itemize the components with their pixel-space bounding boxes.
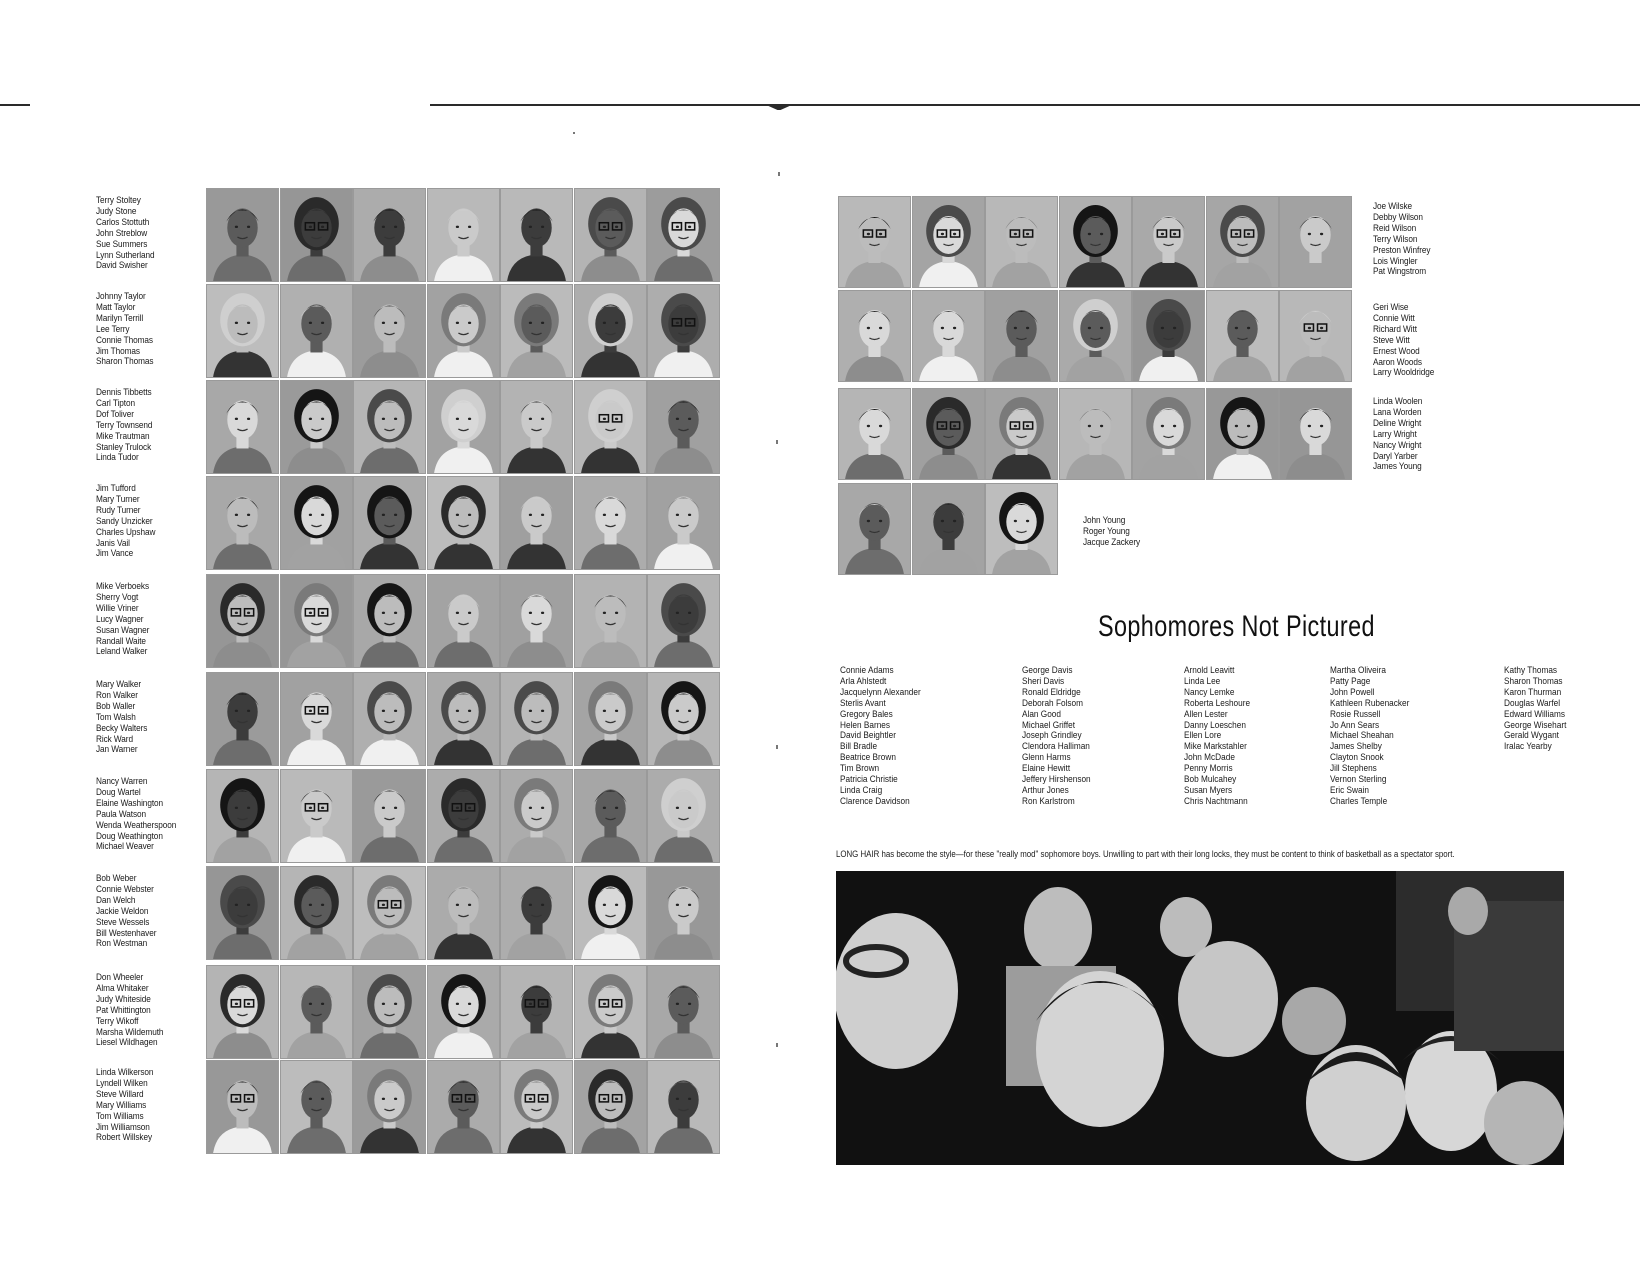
student-name: Bob Weber <box>96 873 137 884</box>
student-name: Joe Wilske <box>1373 201 1413 212</box>
student-portrait <box>427 672 500 766</box>
student-name: Terry Stoltey <box>96 195 141 206</box>
student-name: Pat Wingstrom <box>1373 266 1426 278</box>
not-pictured-name: Chris Nachtmann <box>1184 795 1248 807</box>
not-pictured-name: Clarence Davidson <box>840 795 910 807</box>
student-portrait <box>1206 196 1279 288</box>
name-list <box>1083 516 1140 549</box>
student-name: Sherry Vogt <box>96 591 139 603</box>
student-portrait <box>647 284 720 378</box>
student-name: Daryl Yarber <box>1373 450 1418 462</box>
student-portrait <box>353 769 426 863</box>
student-portrait <box>647 1060 720 1154</box>
scan-speck <box>776 440 778 444</box>
student-name: Susan Wagner <box>96 624 150 636</box>
not-pictured-heading: Sophomores Not Pictured <box>1098 610 1375 643</box>
not-pictured-name: Ronald Eldridge <box>1022 686 1081 698</box>
student-portrait <box>353 672 426 766</box>
student-name: James Young <box>1373 461 1422 473</box>
student-name: Rick Ward <box>96 733 133 745</box>
student-portrait <box>912 388 985 480</box>
student-name: Sandy Unzicker <box>96 515 153 527</box>
student-portrait <box>647 965 720 1059</box>
student-name: Lucy Wagner <box>96 613 144 625</box>
not-pictured-name: Nancy Lemke <box>1184 686 1235 698</box>
student-name: Stanley Trulock <box>96 441 152 453</box>
student-name: Sharon Thomas <box>96 356 154 368</box>
student-name: Nancy Warren <box>96 776 148 787</box>
not-pictured-name: Connie Adams <box>840 665 894 676</box>
student-name: Lynn Sutherland <box>96 249 155 261</box>
student-name: Pat Whittington <box>96 1004 151 1016</box>
not-pictured-name: Susan Myers <box>1184 784 1233 796</box>
student-name: Aaron Woods <box>1373 356 1422 368</box>
student-portrait <box>838 290 911 382</box>
student-name: Wenda Weatherspoon <box>96 819 177 831</box>
name-list <box>96 292 153 368</box>
not-pictured-name: Martha Oliveira <box>1330 665 1386 676</box>
student-name: Johnny Taylor <box>96 291 146 302</box>
student-name: David Swisher <box>96 260 148 272</box>
student-name: Steve Willard <box>96 1088 144 1100</box>
student-portrait <box>206 574 279 668</box>
scan-speck <box>778 172 780 176</box>
student-name: Doug Weathington <box>96 830 163 842</box>
student-portrait <box>500 476 573 570</box>
student-name: Dennis Tibbetts <box>96 387 152 398</box>
not-pictured-name: Clayton Snook <box>1330 752 1384 764</box>
student-name: Jim Tufford <box>96 483 136 494</box>
student-name: Mike Verboeks <box>96 581 149 592</box>
student-name: Randall Waite <box>96 635 146 647</box>
student-name: Debby Wilson <box>1373 211 1423 223</box>
student-portrait <box>427 769 500 863</box>
student-portrait <box>500 380 573 474</box>
student-portrait <box>985 290 1058 382</box>
name-list <box>96 874 156 950</box>
student-portrait <box>647 188 720 282</box>
student-portrait <box>1206 388 1279 480</box>
student-portrait <box>838 196 911 288</box>
student-portrait <box>500 188 573 282</box>
scan-speck <box>573 132 575 134</box>
scan-speck <box>776 1043 778 1047</box>
not-pictured-name: Gregory Bales <box>840 708 893 720</box>
not-pictured-column <box>840 666 921 808</box>
name-list <box>96 388 152 464</box>
student-portrait <box>280 866 353 960</box>
not-pictured-name: Allen Lester <box>1184 708 1228 720</box>
student-portrait <box>427 1060 500 1154</box>
student-portrait <box>206 476 279 570</box>
student-name: Marsha Wildemuth <box>96 1026 164 1038</box>
not-pictured-name: Alan Good <box>1022 708 1061 720</box>
student-name: Jim Thomas <box>96 345 140 357</box>
name-list <box>1373 202 1430 278</box>
not-pictured-name: Charles Temple <box>1330 795 1388 807</box>
student-name: Richard Witt <box>1373 323 1417 335</box>
not-pictured-name: Karon Thurman <box>1504 686 1562 698</box>
student-portrait <box>280 476 353 570</box>
student-name: Ernest Wood <box>1373 345 1420 357</box>
not-pictured-name: Linda Craig <box>840 784 883 796</box>
not-pictured-name: George Davis <box>1022 665 1073 676</box>
student-name: Larry Wright <box>1373 428 1417 440</box>
student-portrait <box>353 188 426 282</box>
not-pictured-name: Arthur Jones <box>1022 784 1069 796</box>
not-pictured-name: Michael Sheahan <box>1330 730 1394 742</box>
student-portrait <box>1206 290 1279 382</box>
student-portrait <box>427 866 500 960</box>
student-name: Janis Vail <box>96 537 130 549</box>
student-portrait <box>1132 388 1205 480</box>
student-name: Nancy Wright <box>1373 439 1422 451</box>
student-name: Matt Taylor <box>96 301 136 313</box>
student-portrait <box>206 188 279 282</box>
student-portrait <box>427 284 500 378</box>
student-portrait <box>280 965 353 1059</box>
student-portrait <box>1132 290 1205 382</box>
name-list <box>96 777 176 853</box>
student-portrait <box>280 574 353 668</box>
student-portrait <box>574 1060 647 1154</box>
not-pictured-name: Ellen Lore <box>1184 730 1222 742</box>
student-portrait <box>500 284 573 378</box>
student-portrait <box>280 769 353 863</box>
name-list <box>96 680 147 756</box>
student-portrait <box>206 672 279 766</box>
not-pictured-name: Sheri Davis <box>1022 675 1065 687</box>
student-name: Terry Wilson <box>1373 233 1418 245</box>
not-pictured-column <box>1504 666 1566 753</box>
not-pictured-name: Kathy Thomas <box>1504 665 1558 676</box>
student-portrait <box>427 476 500 570</box>
student-name: Bill Westenhaver <box>96 927 157 939</box>
student-portrait <box>647 769 720 863</box>
student-name: Deline Wright <box>1373 417 1422 429</box>
student-portrait <box>912 196 985 288</box>
student-name: Jim Williamson <box>96 1121 150 1133</box>
not-pictured-name: Douglas Warfel <box>1504 697 1561 709</box>
student-portrait <box>838 483 911 575</box>
student-portrait <box>500 1060 573 1154</box>
student-portrait <box>1132 196 1205 288</box>
student-name: Judy Whiteside <box>96 993 151 1005</box>
student-name: Carl Tipton <box>96 397 135 409</box>
student-name: Lee Terry <box>96 323 130 335</box>
student-portrait <box>353 574 426 668</box>
student-name: Don Wheeler <box>96 972 144 983</box>
not-pictured-name: Helen Barnes <box>840 719 891 731</box>
not-pictured-name: Beatrice Brown <box>840 752 896 764</box>
student-portrait <box>985 483 1058 575</box>
student-name: Linda Woolen <box>1373 396 1423 407</box>
name-list <box>96 973 163 1049</box>
student-portrait <box>574 188 647 282</box>
student-name: Ron Walker <box>96 689 138 701</box>
student-name: Mary Williams <box>96 1099 147 1111</box>
student-portrait <box>647 574 720 668</box>
student-name: Paula Watson <box>96 808 147 820</box>
not-pictured-name: Eric Swain <box>1330 784 1369 796</box>
not-pictured-name: Iralac Yearby <box>1504 741 1552 753</box>
student-portrait <box>500 574 573 668</box>
student-portrait <box>353 380 426 474</box>
not-pictured-name: John McDade <box>1184 752 1235 764</box>
student-portrait <box>206 965 279 1059</box>
student-name: Connie Witt <box>1373 312 1415 324</box>
name-list <box>96 582 149 658</box>
student-name: Rudy Turner <box>96 504 141 516</box>
student-portrait <box>912 290 985 382</box>
student-portrait <box>985 196 1058 288</box>
student-name: Bob Waller <box>96 700 136 712</box>
student-portrait <box>574 866 647 960</box>
not-pictured-name: Edward Williams <box>1504 708 1565 720</box>
student-name: Terry Wikoff <box>96 1015 139 1027</box>
student-portrait <box>206 284 279 378</box>
not-pictured-name: Elaine Hewitt <box>1022 763 1071 775</box>
student-portrait <box>353 965 426 1059</box>
candid-photo-long-hair-boys <box>836 871 1564 1165</box>
not-pictured-name: Bill Bradle <box>840 741 878 753</box>
student-portrait <box>500 672 573 766</box>
student-portrait <box>500 866 573 960</box>
not-pictured-name: Joseph Grindley <box>1022 730 1082 742</box>
name-list <box>96 196 155 272</box>
student-name: Doug Wartel <box>96 786 141 798</box>
student-name: Steve Wessels <box>96 916 150 928</box>
student-portrait <box>280 284 353 378</box>
not-pictured-name: Kathleen Rubenacker <box>1330 697 1410 709</box>
name-list <box>96 484 155 560</box>
student-name: Tom Walsh <box>96 711 136 723</box>
student-name: Tom Williams <box>96 1110 144 1122</box>
student-name: Lana Worden <box>1373 406 1422 418</box>
not-pictured-name: George Wisehart <box>1504 719 1567 731</box>
student-portrait <box>280 1060 353 1154</box>
not-pictured-name: Arla Ahlstedt <box>840 675 887 687</box>
student-portrait <box>206 1060 279 1154</box>
top-rule-left <box>0 104 30 106</box>
student-portrait <box>206 380 279 474</box>
student-name: Linda Tudor <box>96 452 139 464</box>
student-name: Leland Walker <box>96 646 148 658</box>
student-name: Reid Wilson <box>1373 222 1417 234</box>
student-portrait <box>647 866 720 960</box>
student-name: Ron Westman <box>96 938 148 950</box>
not-pictured-name: Jeffery Hirshenson <box>1022 774 1091 786</box>
student-name: Geri Wise <box>1373 302 1409 313</box>
student-portrait <box>353 476 426 570</box>
student-name: John Young <box>1083 515 1126 526</box>
student-name: Jackie Weldon <box>96 905 149 917</box>
not-pictured-name: Patty Page <box>1330 675 1371 687</box>
student-portrait <box>280 672 353 766</box>
student-portrait <box>574 380 647 474</box>
not-pictured-name: Sterlis Avant <box>840 697 886 709</box>
not-pictured-name: Jacquelynn Alexander <box>840 686 921 698</box>
not-pictured-name: Linda Lee <box>1184 675 1221 687</box>
student-name: Jim Vance <box>96 548 134 560</box>
not-pictured-name: Glenn Harms <box>1022 752 1071 764</box>
student-portrait <box>427 574 500 668</box>
student-name: Dan Welch <box>96 894 136 906</box>
name-list <box>96 1068 153 1144</box>
name-list <box>1373 303 1434 379</box>
student-portrait <box>280 380 353 474</box>
student-portrait <box>912 483 985 575</box>
student-portrait <box>427 380 500 474</box>
scan-speck <box>776 745 778 749</box>
not-pictured-name: Rosie Russell <box>1330 708 1381 720</box>
student-name: Preston Winfrey <box>1373 244 1431 256</box>
student-portrait <box>206 866 279 960</box>
student-portrait <box>206 769 279 863</box>
student-name: Roger Young <box>1083 525 1130 537</box>
not-pictured-name: Arnold Leavitt <box>1184 665 1235 676</box>
student-portrait <box>838 388 911 480</box>
student-portrait <box>574 965 647 1059</box>
not-pictured-name: Mike Markstahler <box>1184 741 1247 753</box>
student-name: Dof Toliver <box>96 408 134 420</box>
not-pictured-name: Ron Karlstrom <box>1022 795 1075 807</box>
student-name: Mary Turner <box>96 493 140 505</box>
not-pictured-name: Penny Morris <box>1184 763 1233 775</box>
student-name: Judy Stone <box>96 205 137 217</box>
student-portrait <box>647 672 720 766</box>
student-name: Liesel Wildhagen <box>96 1037 158 1049</box>
student-portrait <box>353 866 426 960</box>
not-pictured-name: James Shelby <box>1330 741 1382 753</box>
student-name: Elaine Washington <box>96 797 164 809</box>
not-pictured-name: Danny Loeschen <box>1184 719 1246 731</box>
not-pictured-column <box>1184 666 1250 808</box>
student-portrait <box>574 672 647 766</box>
student-portrait <box>574 769 647 863</box>
not-pictured-column <box>1330 666 1409 808</box>
student-portrait <box>500 965 573 1059</box>
student-name: Linda Wilkerson <box>96 1067 154 1078</box>
not-pictured-name: David Beightler <box>840 730 896 742</box>
student-portrait <box>1059 290 1132 382</box>
student-portrait <box>985 388 1058 480</box>
not-pictured-name: Sharon Thomas <box>1504 675 1563 687</box>
student-name: Terry Townsend <box>96 419 153 431</box>
binding-notch <box>764 104 794 110</box>
not-pictured-name: Bob Mulcahey <box>1184 774 1237 786</box>
not-pictured-name: Jill Stephens <box>1330 763 1377 775</box>
student-name: Connie Webster <box>96 883 154 895</box>
student-name: Connie Thomas <box>96 334 153 346</box>
not-pictured-name: Gerald Wygant <box>1504 730 1559 742</box>
student-name: John Streblow <box>96 227 148 239</box>
student-portrait <box>280 188 353 282</box>
student-name: Michael Weaver <box>96 841 154 853</box>
student-name: Alma Whitaker <box>96 982 149 994</box>
not-pictured-column <box>1022 666 1091 808</box>
student-name: Lyndell Wilken <box>96 1077 148 1089</box>
not-pictured-name: Roberta Leshoure <box>1184 697 1251 709</box>
name-list <box>1373 397 1422 473</box>
student-name: Becky Walters <box>96 722 148 734</box>
not-pictured-name: Patricia Christie <box>840 774 898 786</box>
student-portrait <box>647 476 720 570</box>
student-name: Larry Wooldridge <box>1373 367 1435 379</box>
not-pictured-name: Michael Griffet <box>1022 719 1076 731</box>
student-portrait <box>353 284 426 378</box>
student-portrait <box>1279 388 1352 480</box>
photo-caption: LONG HAIR has become the style—for these "really mod" sophomore boys. Unwilling to part with their long locks, they must be content to think of basketball as a spectator sport. <box>836 849 1455 860</box>
student-portrait <box>353 1060 426 1154</box>
student-portrait <box>647 380 720 474</box>
student-name: Marilyn Terrill <box>96 312 144 324</box>
student-name: Jacque Zackery <box>1083 536 1141 548</box>
not-pictured-name: Vernon Sterling <box>1330 774 1387 786</box>
not-pictured-name: Tim Brown <box>840 763 880 775</box>
student-name: Lois Wingler <box>1373 255 1418 267</box>
student-portrait <box>1059 388 1132 480</box>
not-pictured-name: Clendora Halliman <box>1022 741 1090 753</box>
student-portrait <box>574 476 647 570</box>
student-name: Sue Summers <box>96 238 148 250</box>
student-name: Charles Upshaw <box>96 526 156 538</box>
student-name: Willie Vriner <box>96 602 139 614</box>
not-pictured-name: John Powell <box>1330 686 1375 698</box>
student-name: Steve Witt <box>1373 334 1410 346</box>
student-portrait <box>1059 196 1132 288</box>
not-pictured-name: Deborah Folsom <box>1022 697 1083 709</box>
student-name: Mary Walker <box>96 679 142 690</box>
student-portrait <box>1279 290 1352 382</box>
student-portrait <box>500 769 573 863</box>
student-name: Mike Trautman <box>96 430 150 442</box>
student-portrait <box>427 188 500 282</box>
student-name: Carlos Stottuth <box>96 216 150 228</box>
student-portrait <box>427 965 500 1059</box>
not-pictured-name: Jo Ann Sears <box>1330 719 1380 731</box>
top-rule-center <box>430 104 1640 106</box>
student-portrait <box>574 284 647 378</box>
student-name: Robert Willskey <box>96 1132 153 1144</box>
student-portrait <box>574 574 647 668</box>
student-portrait <box>1279 196 1352 288</box>
student-name: Jan Warner <box>96 744 138 756</box>
